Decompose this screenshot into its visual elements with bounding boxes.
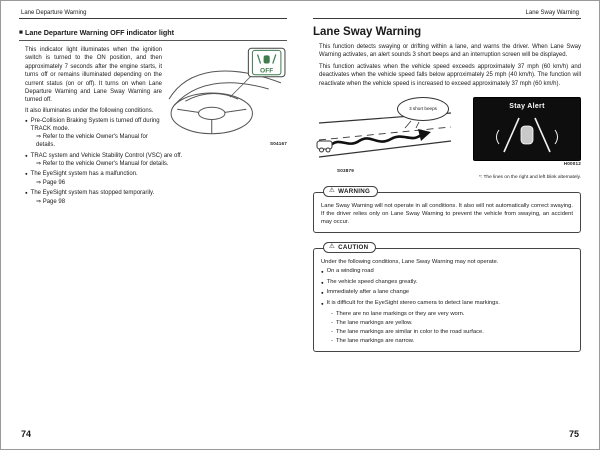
list-item-text: It is difficult for the EyeSight stereo camera to detect lane markings. bbox=[326, 300, 500, 307]
list-item bbox=[321, 268, 573, 277]
running-head-right: Lane Sway Warning bbox=[525, 10, 579, 16]
cross-reference: ⇒ Page 98 bbox=[36, 199, 66, 206]
dash-icon: - bbox=[331, 311, 333, 318]
bullet-icon: ● bbox=[25, 190, 28, 196]
bullet-icon: ● bbox=[25, 118, 28, 124]
dashboard-figure bbox=[167, 46, 287, 146]
sub-list-item-text: The lane markings are similar in color to the road surface. bbox=[335, 329, 484, 336]
paragraph: This function detects swaying or drifting within a lane, and warns the driver. When Lane Sway Warning activates, an alert sounds 3 short beeps and an interruption screen will be displayed. bbox=[319, 44, 581, 59]
bullet-icon: ● bbox=[321, 301, 324, 307]
figure-code: S04167 bbox=[269, 141, 287, 146]
sway-arrow bbox=[329, 135, 421, 147]
sub-list-item bbox=[321, 337, 573, 345]
list-item-text: The EyeSight system has a malfunction. bbox=[30, 171, 138, 178]
page-title: Lane Sway Warning bbox=[313, 26, 422, 38]
sub-list-item bbox=[321, 328, 573, 336]
dash-icon: - bbox=[331, 320, 333, 327]
page-number-left: 74 bbox=[21, 429, 32, 439]
screen-title: Stay Alert bbox=[509, 102, 545, 110]
paragraph: It also illuminates under the following conditions. bbox=[25, 107, 154, 114]
list-item bbox=[321, 279, 573, 288]
running-head-left: Lane Departure Warning bbox=[21, 10, 87, 16]
left-page bbox=[19, 19, 287, 352]
list-item-text: Immediately after a lane change bbox=[326, 289, 410, 296]
cross-reference: ⇒ Refer to the vehicle Owner's Manual for details. bbox=[36, 134, 148, 149]
list-item bbox=[25, 189, 287, 198]
list-item bbox=[25, 170, 287, 179]
list-item bbox=[321, 289, 573, 298]
list-item-text: Pre-Collision Braking System is turned off during TRACK mode. bbox=[30, 118, 160, 133]
lane-display-icon bbox=[474, 110, 580, 154]
sub-list-item-text: The lane markings are narrow. bbox=[335, 338, 415, 345]
section-marker-icon: ■ bbox=[19, 29, 23, 36]
dash-icon: - bbox=[331, 338, 333, 345]
right-page bbox=[313, 19, 581, 352]
dash-icon: - bbox=[331, 329, 333, 336]
caution-label bbox=[323, 242, 376, 253]
bubble-tail bbox=[405, 121, 419, 128]
list-item bbox=[25, 152, 287, 161]
warning-triangle-icon: ⚠ bbox=[329, 242, 336, 250]
list-item-text: The EyeSight system has stopped temporarily. bbox=[30, 190, 155, 197]
cross-reference: ⇒ Refer to the vehicle Owner's Manual for details. bbox=[36, 161, 169, 168]
bullet-icon: ● bbox=[321, 279, 324, 285]
sub-list-item-text: The lane markings are yellow. bbox=[335, 320, 413, 327]
caution-label-text: CAUTION bbox=[338, 243, 369, 251]
figures-row bbox=[313, 97, 581, 173]
arrowhead-icon bbox=[418, 129, 431, 141]
cross-reference: ⇒ Page 96 bbox=[36, 180, 66, 187]
caution-intro: Under the following conditions, Lane Sway Warning may not operate. bbox=[321, 258, 499, 265]
list-item bbox=[321, 300, 573, 309]
list-item-text: On a winding road bbox=[326, 267, 374, 274]
road-figure bbox=[315, 97, 455, 173]
bullet-icon: ● bbox=[25, 152, 28, 158]
alert-screen-figure bbox=[473, 97, 581, 166]
sub-list-item bbox=[321, 319, 573, 327]
page-number-right: 75 bbox=[568, 429, 579, 439]
alert-screen bbox=[473, 97, 581, 161]
list-item bbox=[25, 117, 162, 133]
paragraph: This function activates when the vehicle speed exceeds approximately 37 mph (60 km/h) and deactivates when the vehicle speed falls below approximately 25 mph (40 km/h). The function will reactivate when the vehicle speed is increased to exceed approximately 37 mph (60 km/h). bbox=[319, 63, 581, 87]
section-title bbox=[19, 28, 287, 41]
bullet-icon: ● bbox=[321, 268, 324, 274]
car-icon bbox=[317, 141, 332, 152]
figure-code: H00012 bbox=[563, 160, 581, 166]
warning-box bbox=[313, 187, 581, 233]
warning-triangle-icon: ⚠ bbox=[329, 187, 336, 195]
list-item-text: The vehicle speed changes greatly. bbox=[326, 278, 418, 285]
svg-text:OFF: OFF bbox=[260, 67, 274, 75]
sub-list-item-text: There are no lane markings or they are very worn. bbox=[335, 311, 465, 318]
bullet-icon: ● bbox=[321, 290, 324, 296]
warning-label-text: WARNING bbox=[338, 187, 371, 195]
warning-text: Lane Sway Warning will not operate in all conditions. It also will not automatically correct swaying. If the driver relies only on Lane Sway Warning to prevent the vehicle from swaying, an accident may occur. bbox=[321, 202, 573, 226]
sub-list-item bbox=[321, 310, 573, 318]
footnote: *: The lines on the right and left blink alternately. bbox=[479, 174, 581, 180]
warning-label bbox=[323, 186, 378, 197]
caution-box bbox=[313, 242, 581, 352]
section-title-text: Lane Departure Warning OFF indicator light bbox=[24, 28, 175, 37]
running-heads bbox=[1, 1, 599, 18]
paragraph: This indicator light illuminates when the ignition switch is turned to the ON position, and then approximately 7 seconds after the engine starts, it turns off or remains illuminated depending on the current status (on or off). It turns on when Lane Departure Warning and Lane Sway Warning are turned off. bbox=[25, 47, 162, 104]
list-item-text: TRAC system and Vehicle Stability Control (VSC) are off. bbox=[30, 152, 183, 159]
figure-code: S03879 bbox=[337, 167, 355, 173]
dashboard-illustration bbox=[167, 46, 287, 136]
bullet-icon: ● bbox=[25, 171, 28, 177]
beeps-bubble: 3 short beeps bbox=[397, 97, 449, 121]
